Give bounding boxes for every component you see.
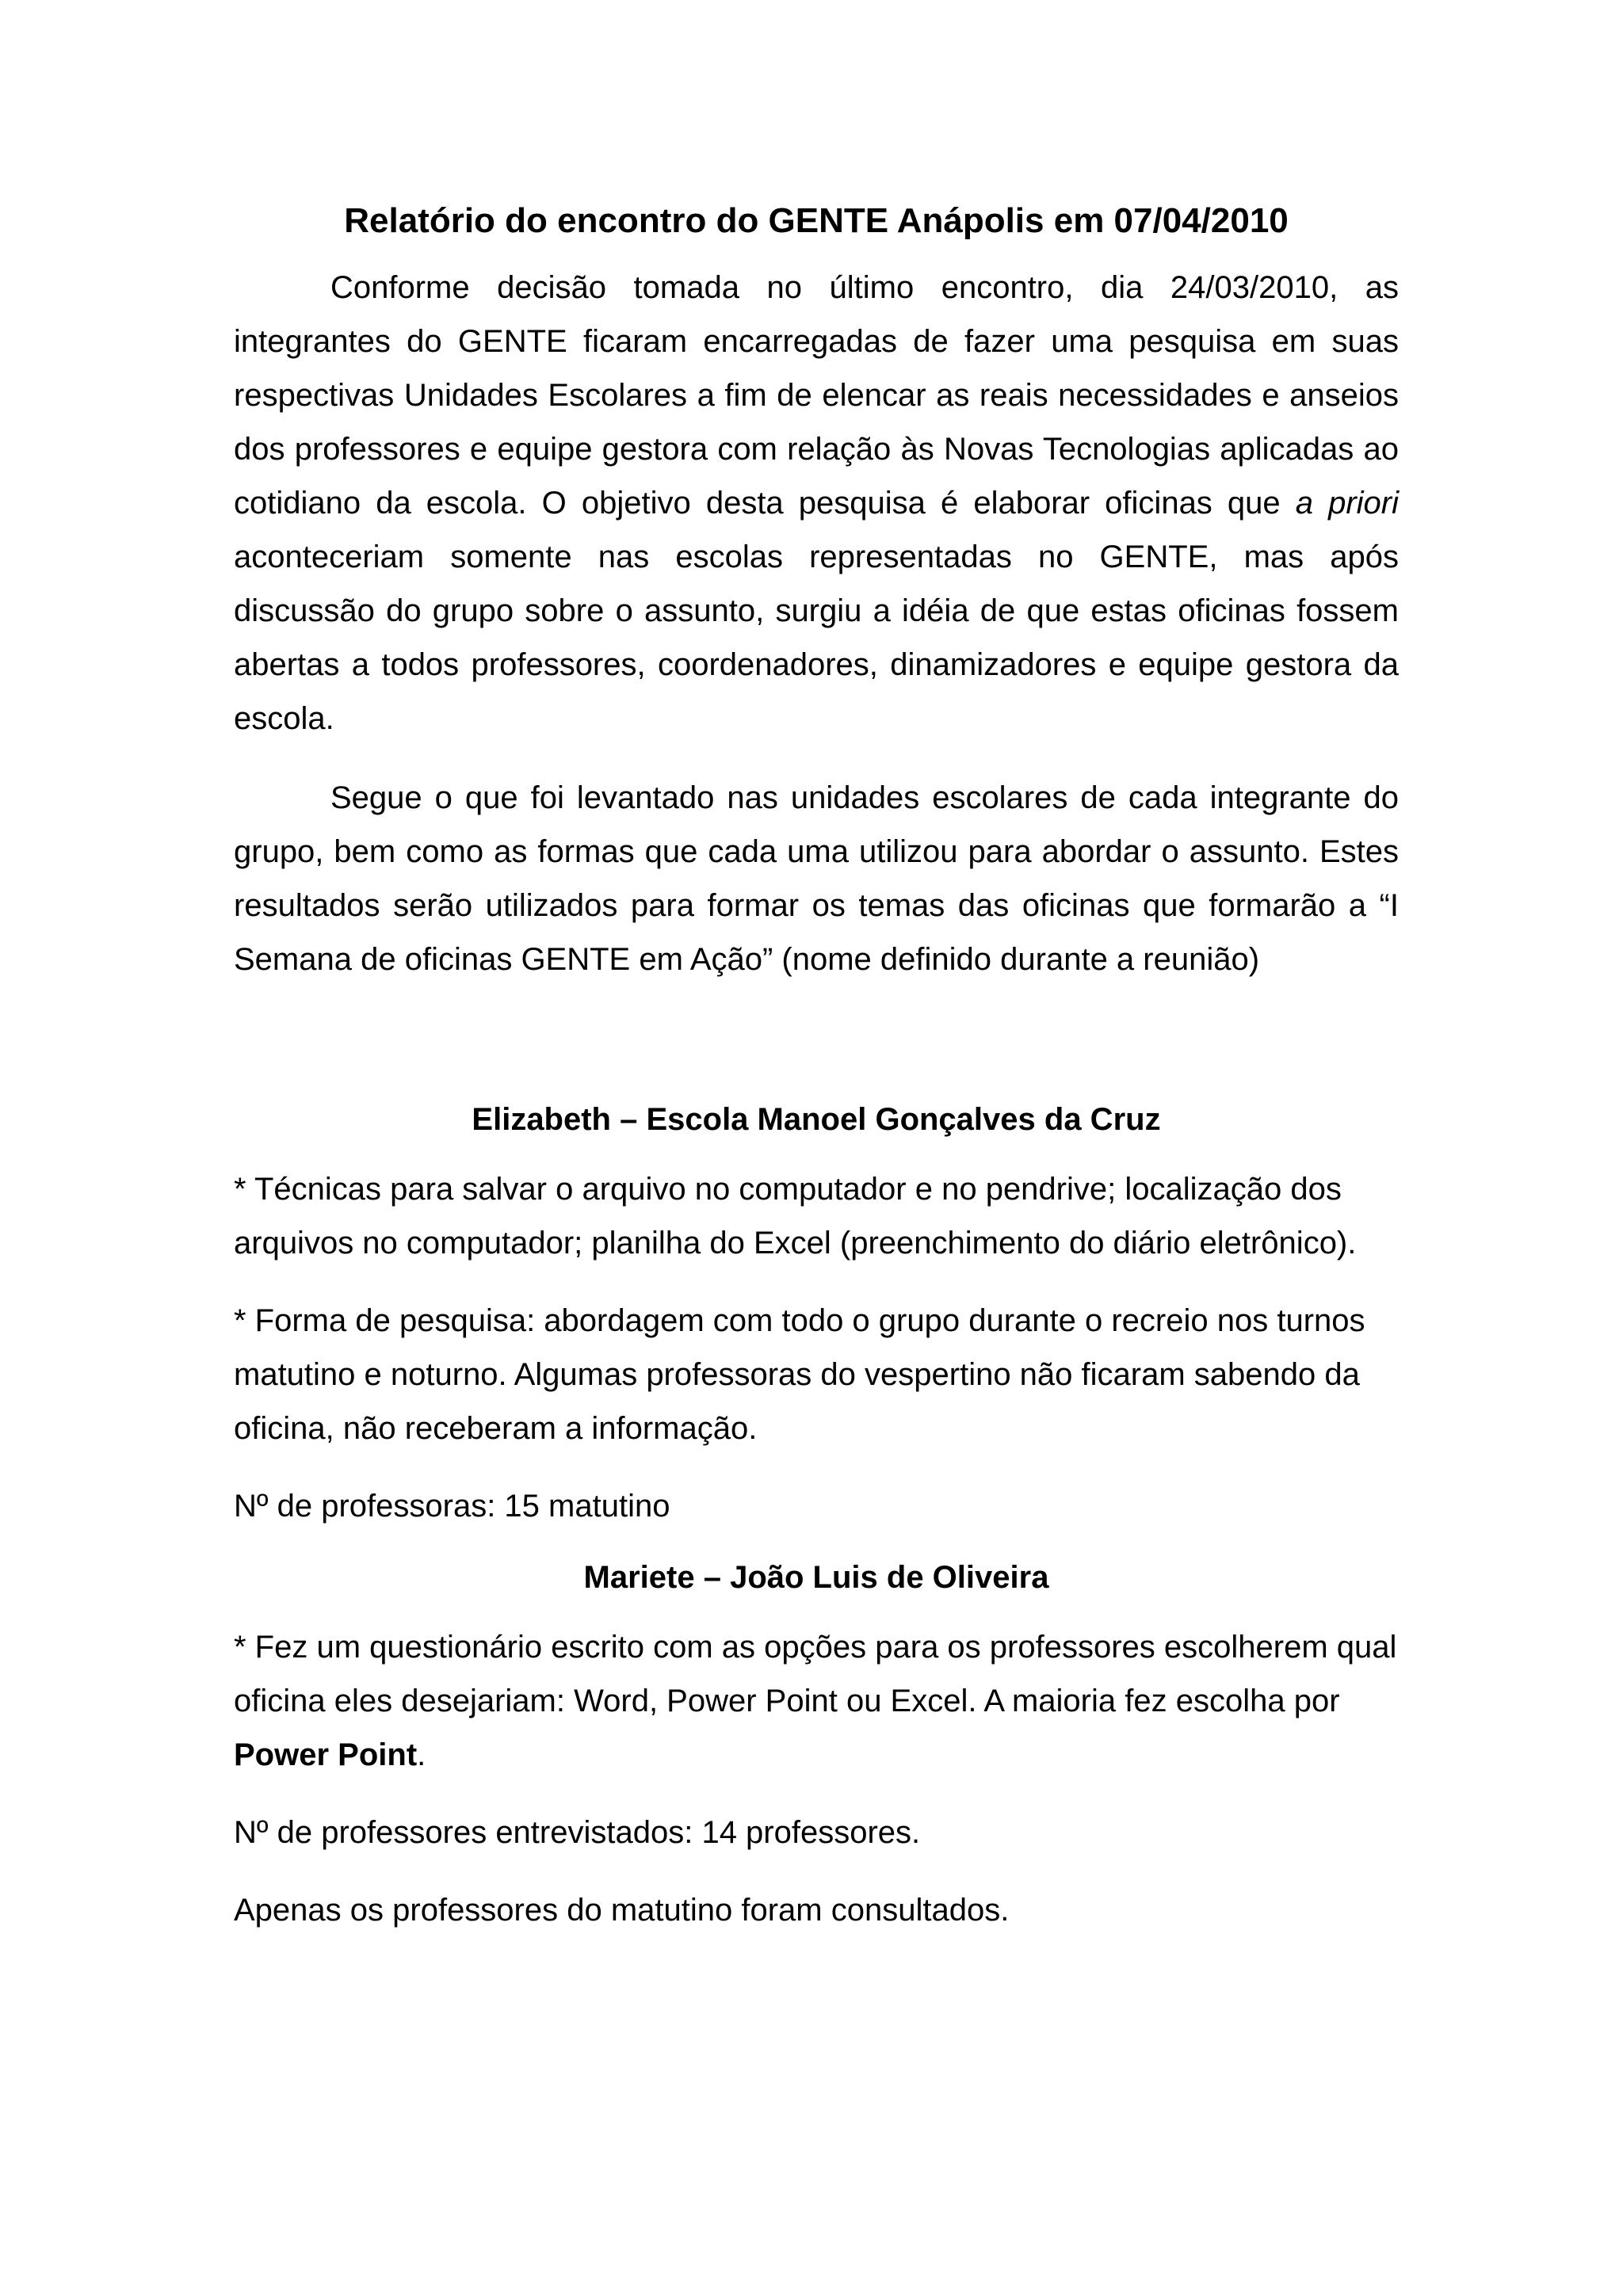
intro-paragraph-2: Segue o que foi levantado nas unidades escolares de cada integrante do grupo, bem como as formas que cada uma utilizou para abordar o assunto. Estes resultados serão utilizados para formar os temas das oficinas que formarão a “I Semana de oficinas GENTE em Ação” (nome definido durante a reunião) — [234, 780, 1399, 978]
mariete-item-questionnaire — [234, 1620, 1399, 1782]
mariete-item1-text-a: * Fez um questionário escrito com as opções para os professores escolherem qual oficina eles desejariam: Word, Power Point ou Excel. A maioria fez escolha por — [234, 1630, 1397, 1719]
elizabeth-item-method: * Forma de pesquisa: abordagem com todo o grupo durante o recreio nos turnos matutino e noturno. Algumas professoras do vespertino não ficaram sabendo da oficina, não receberam a informação. — [234, 1303, 1365, 1447]
intro-p1-text-a: Conforme decisão tomada no último encontro, dia 24/03/2010, as integrantes do GENTE ficaram encarregadas de fazer uma pesquisa em suas respectivas Unidades Escolares a fim de elencar as reais necessidades e anseios dos professores e equipe gestora com relação às Novas Tecnologias aplicadas ao cotidiano da escola. O objetivo desta pesquisa é elaborar oficinas que — [234, 270, 1399, 521]
mariete-item1-text-b: . — [417, 1737, 426, 1773]
document-body — [234, 198, 1399, 1961]
document-title: Relatório do encontro do GENTE Anápolis em 07/04/2010 — [344, 201, 1289, 240]
intro-p1-italic: a priori — [1295, 486, 1399, 521]
section-heading-mariete: Mariete – João Luis de Oliveira — [583, 1560, 1049, 1596]
elizabeth-item-count: Nº de professoras: 15 matutino — [234, 1489, 670, 1524]
mariete-item-count: Nº de professores entrevistados: 14 professores. — [234, 1815, 921, 1851]
intro-p1-text-b: aconteceriam somente nas escolas representadas no GENTE, mas após discussão do grupo sobre o assunto, surgiu a idéia de que estas oficinas fossem abertas a todos professores, coordenadores, dinamizadores e equipe gestora da escola. — [234, 540, 1399, 737]
mariete-item1-bold: Power Point — [234, 1737, 418, 1773]
mariete-item-note: Apenas os professores do matutino foram consultados. — [234, 1893, 1010, 1928]
section-spacer — [234, 1012, 1399, 1099]
elizabeth-item-topics: * Técnicas para salvar o arquivo no computador e no pendrive; localização dos arquivos no computador; planilha do Excel (preenchimento do diário eletrônico). — [234, 1172, 1357, 1261]
section-heading-elizabeth: Elizabeth – Escola Manoel Gonçalves da Cruz — [472, 1102, 1161, 1138]
intro-paragraph-1 — [234, 261, 1399, 746]
